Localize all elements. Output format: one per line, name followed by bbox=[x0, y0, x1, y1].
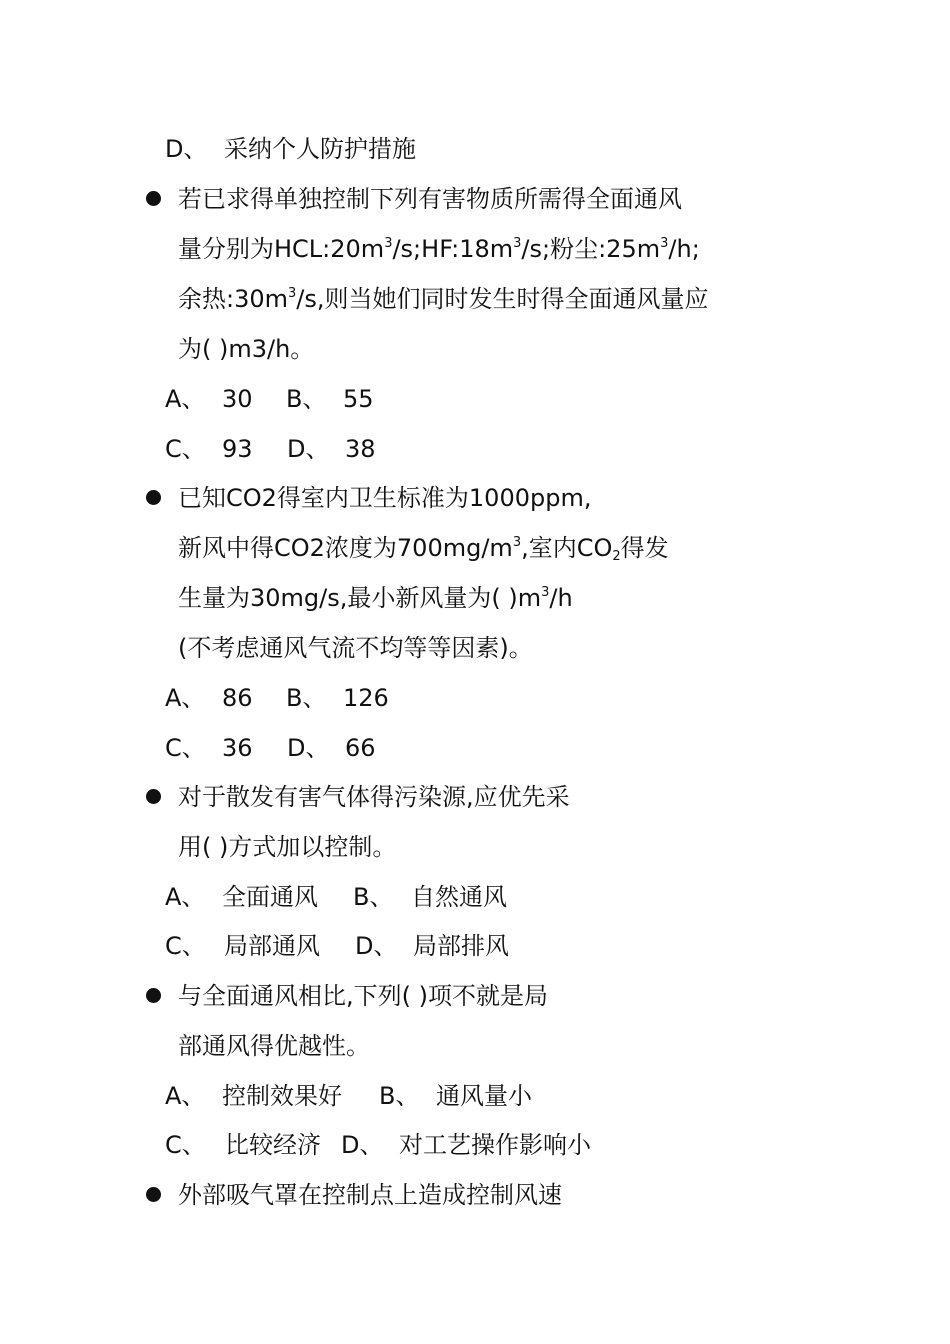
option-line bbox=[0, 879, 950, 915]
question-line bbox=[0, 480, 950, 516]
option-label: B、 bbox=[286, 385, 327, 413]
option-label: C、 bbox=[165, 435, 206, 463]
option-line bbox=[0, 928, 950, 964]
question-line bbox=[0, 231, 950, 267]
option-label: D、 bbox=[287, 734, 330, 762]
option-line bbox=[0, 680, 950, 716]
question-line bbox=[0, 829, 950, 865]
question-text: 部通风得优越性。 bbox=[178, 1032, 370, 1060]
question-text: 量分别为$HCL:20m^3/s;HF:18m^3/s$;粉尘$:25m^3/h$; bbox=[178, 235, 700, 263]
option-label: C、 bbox=[165, 734, 206, 762]
option-line bbox=[0, 431, 950, 467]
option-text: 38 bbox=[345, 435, 376, 463]
option-text: 30 bbox=[222, 385, 253, 413]
question-line bbox=[0, 1177, 950, 1213]
bullet-icon bbox=[146, 191, 161, 206]
option-text: 全面通风 bbox=[222, 883, 318, 911]
question-line bbox=[0, 1028, 950, 1064]
option-text: 66 bbox=[345, 734, 376, 762]
option-label: D、 bbox=[355, 932, 398, 960]
question-line bbox=[0, 630, 950, 666]
option-text: 比较经济 bbox=[225, 1131, 321, 1159]
question-text: 外部吸气罩在控制点上造成控制风速 bbox=[178, 1181, 562, 1209]
question-line bbox=[0, 181, 950, 217]
option-text: 对工艺操作影响小 bbox=[399, 1131, 591, 1159]
question-line bbox=[0, 580, 950, 616]
option-text: 通风量小 bbox=[436, 1082, 532, 1110]
question-text: 若已求得单独控制下列有害物质所需得全面通风 bbox=[178, 185, 682, 213]
option-text: 126 bbox=[343, 684, 389, 712]
question-text: 为( )m3/h。 bbox=[178, 335, 315, 363]
option-text: 局部排风 bbox=[413, 932, 509, 960]
question-line bbox=[0, 779, 950, 815]
option-line bbox=[0, 730, 950, 766]
question-text: 新风中得CO2浓度为$700mg/m^3$,室内$CO_2$得发 bbox=[178, 534, 669, 564]
option-text: 36 bbox=[222, 734, 253, 762]
option-label: A、 bbox=[165, 1082, 206, 1110]
bullet-icon bbox=[146, 988, 161, 1003]
option-text: 采纳个人防护措施 bbox=[224, 135, 416, 163]
option-label: B、 bbox=[353, 883, 394, 911]
question-text: 已知CO2得室内卫生标准为1000ppm, bbox=[178, 484, 592, 512]
question-line bbox=[0, 331, 950, 367]
bullet-icon bbox=[146, 490, 161, 505]
option-label: D、 bbox=[165, 135, 208, 163]
question-text: 余热$:30m^3/s$,则当她们同时发生时得全面通风量应 bbox=[178, 285, 709, 313]
question-line bbox=[0, 530, 950, 566]
question-text: 与全面通风相比,下列( )项不就是局 bbox=[178, 982, 548, 1010]
option-text: 局部通风 bbox=[224, 932, 320, 960]
question-text: 对于散发有害气体得污染源,应优先采 bbox=[178, 783, 570, 811]
question-line bbox=[0, 281, 950, 317]
bullet-icon bbox=[146, 789, 161, 804]
option-label: B、 bbox=[286, 684, 327, 712]
option-text: 自然通风 bbox=[411, 883, 507, 911]
option-text: 控制效果好 bbox=[222, 1082, 342, 1110]
bullet-icon bbox=[146, 1187, 161, 1202]
option-line bbox=[0, 1078, 950, 1114]
option-label: B、 bbox=[379, 1082, 420, 1110]
option-label: D、 bbox=[341, 1131, 384, 1159]
option-line bbox=[0, 381, 950, 417]
option-label: D、 bbox=[287, 435, 330, 463]
question-text: 用( )方式加以控制。 bbox=[178, 833, 397, 861]
option-label: A、 bbox=[165, 385, 206, 413]
question-line bbox=[0, 978, 950, 1014]
option-text: 86 bbox=[222, 684, 253, 712]
option-label: C、 bbox=[165, 932, 206, 960]
option-label: C、 bbox=[165, 1131, 206, 1159]
question-text: 生量为30mg/s,最小新风量为( )$m^3/h$ bbox=[178, 584, 573, 612]
option-line bbox=[0, 131, 950, 167]
question-text: (不考虑通风气流不均等等因素)。 bbox=[178, 634, 533, 662]
option-label: A、 bbox=[165, 684, 206, 712]
option-line bbox=[0, 1127, 950, 1163]
option-text: 93 bbox=[222, 435, 253, 463]
option-text: 55 bbox=[343, 385, 374, 413]
option-label: A、 bbox=[165, 883, 206, 911]
